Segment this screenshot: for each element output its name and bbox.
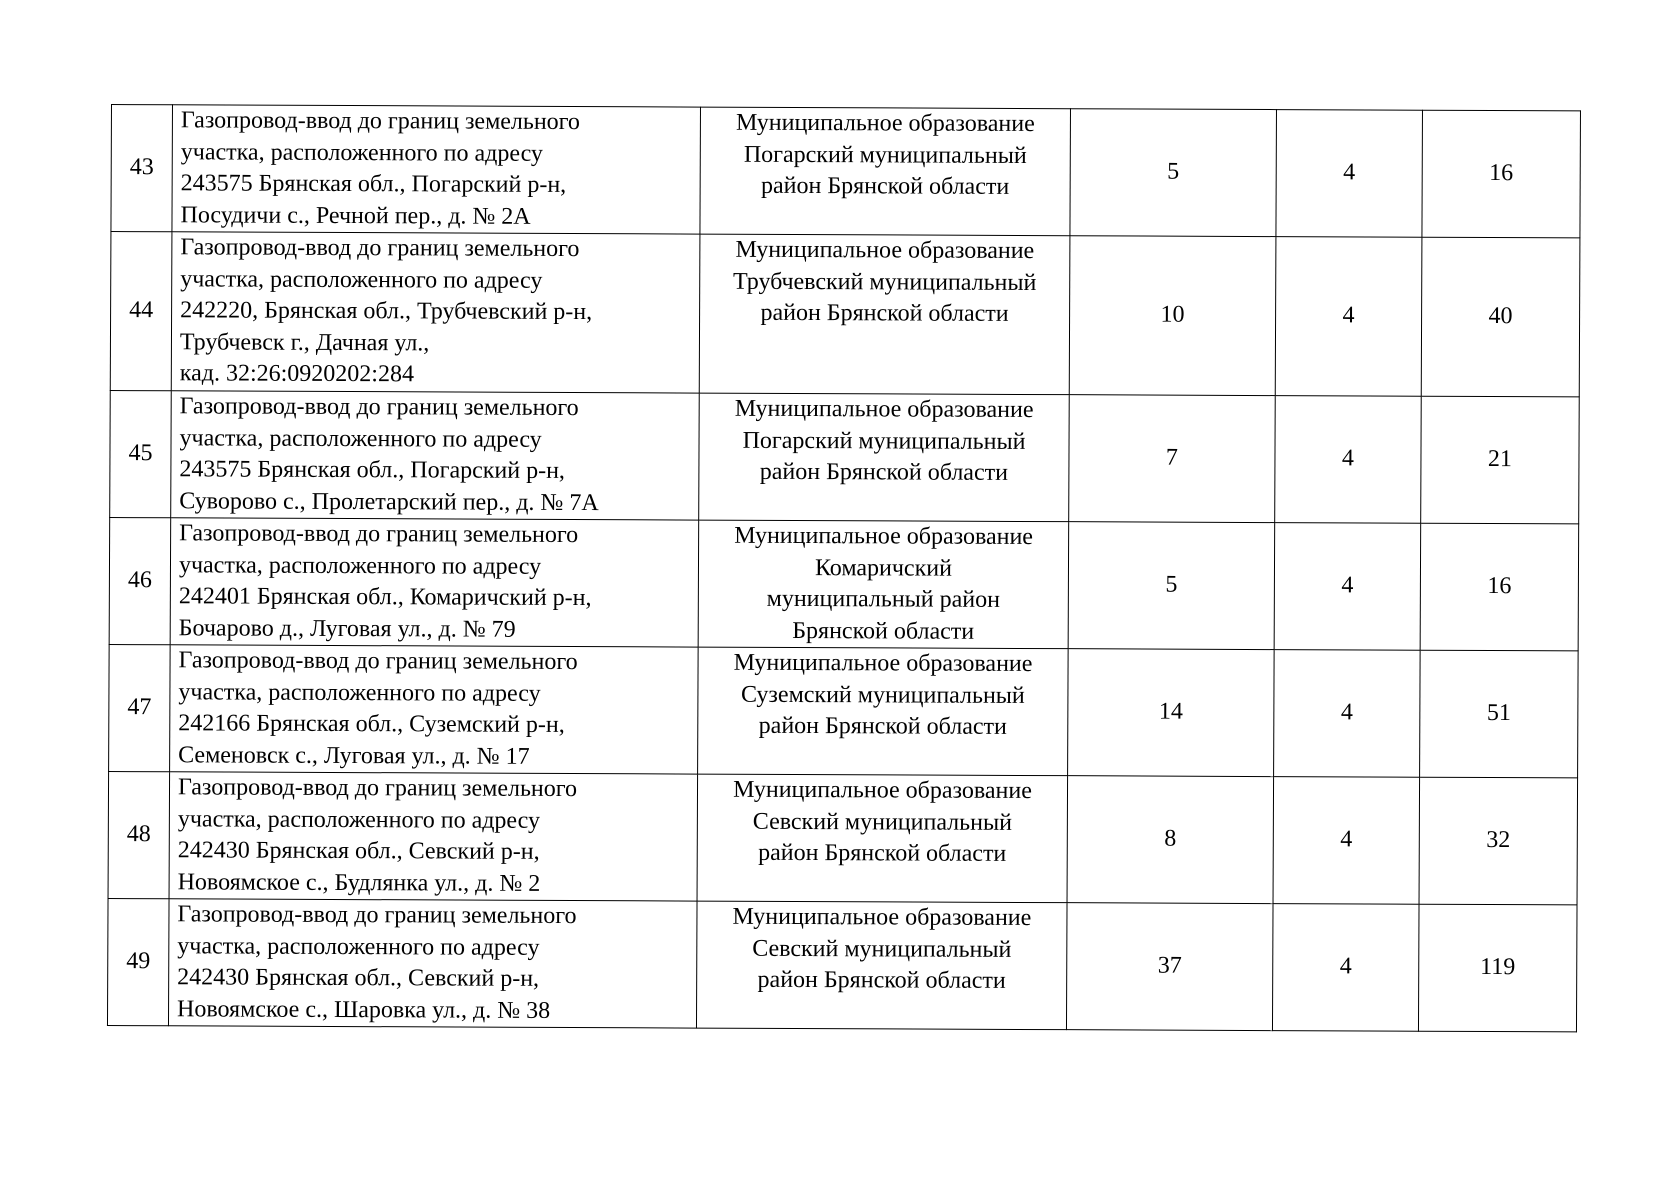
description-line: Газопровод-ввод до границ земельного [177, 774, 578, 803]
description-line: Семеновск с., Луговая ул., д. № 17 [178, 741, 530, 770]
description-line: 242430 Брянская обл., Севский р-н, [177, 964, 540, 992]
description-line: Газопровод-ввод до границ земельного [179, 393, 579, 422]
object-description [172, 105, 701, 234]
owner-line: Муниципальное образование [734, 522, 1034, 551]
description-line: Газопровод-ввод до границ земельного [177, 901, 577, 930]
value-col-2: 4 [1274, 650, 1421, 778]
value-col-2: 4 [1273, 777, 1420, 905]
value-col-3: 119 [1418, 904, 1577, 1032]
value-col-3: 32 [1419, 777, 1578, 905]
owner-line: Муниципальное образование [733, 649, 1033, 678]
owner-line: район Брянской области [759, 458, 1009, 486]
municipality-owner [696, 901, 1067, 1030]
value-col-2: 4 [1274, 523, 1421, 651]
value-col-3: 40 [1421, 237, 1580, 397]
description-line: Трубчевск г., Дачная ул., [179, 329, 430, 357]
owner-line: Погарский муниципальный [742, 427, 1026, 455]
owner-line: Севский муниципальный [752, 808, 1013, 836]
owner-line: Суземский муниципальный [740, 681, 1025, 709]
municipality-owner [699, 234, 1070, 395]
municipality-owner [697, 774, 1068, 903]
table-body [107, 105, 1580, 1032]
row-number: 45 [110, 390, 172, 517]
owner-line: Брянской области [792, 617, 975, 645]
table-row [109, 644, 1579, 777]
value-col-2: 4 [1272, 904, 1419, 1032]
object-description [170, 518, 699, 647]
owner-line: район Брянской области [760, 299, 1009, 327]
value-col-1: 14 [1068, 649, 1275, 777]
object-description [171, 232, 700, 393]
municipality-owner [698, 647, 1069, 776]
description-line: Суворово с., Пролетарский пер., д. № 7А [179, 487, 599, 516]
owner-line: Муниципальное образование [735, 236, 1035, 265]
table-row [110, 232, 1580, 397]
row-number: 48 [108, 771, 170, 898]
description-line: 243575 Брянская обл., Погарский р-н, [179, 456, 566, 484]
description-line: кад. 32:26:0920202:284 [179, 360, 415, 388]
description-line: участка, расположенного по адресу [177, 932, 540, 961]
object-description [169, 772, 698, 901]
gas-pipeline-table [107, 104, 1581, 1032]
object-description [168, 899, 697, 1028]
description-line: Новоямское с., Будлянка ул., д. № 2 [177, 868, 541, 897]
municipality-owner [698, 520, 1069, 649]
object-description [171, 391, 700, 520]
value-col-3: 21 [1421, 396, 1580, 524]
owner-line: район Брянской области [760, 172, 1010, 200]
value-col-2: 4 [1275, 237, 1422, 397]
description-line: Газопровод-ввод до границ земельного [178, 647, 578, 676]
description-line: Газопровод-ввод до границ земельного [180, 234, 580, 263]
value-col-2: 4 [1275, 396, 1422, 524]
description-line: 242220, Брянская обл., Трубчевский р-н, [180, 297, 593, 326]
description-line: 242401 Брянская обл., Комаричский р-н, [178, 583, 592, 612]
value-col-1: 5 [1070, 109, 1277, 237]
description-line: участка, расположенного по адресу [178, 678, 541, 707]
value-col-1: 5 [1068, 522, 1275, 650]
value-col-3: 51 [1420, 650, 1579, 778]
value-col-1: 7 [1069, 395, 1276, 523]
municipality-owner [699, 393, 1070, 522]
municipality-owner [700, 107, 1071, 236]
table-row [110, 390, 1580, 523]
description-line: Бочарово д., Луговая ул., д. № 79 [178, 614, 516, 643]
value-col-1: 10 [1069, 236, 1276, 396]
value-col-1: 37 [1066, 903, 1273, 1031]
row-number: 46 [109, 517, 171, 644]
row-number: 43 [111, 105, 173, 232]
description-line: 243575 Брянская обл., Погарский р-н, [180, 170, 567, 198]
row-number: 49 [107, 898, 169, 1025]
table-row [109, 517, 1579, 650]
owner-line: район Брянской области [758, 712, 1007, 740]
table-row [108, 771, 1578, 904]
value-col-3: 16 [1420, 523, 1579, 651]
description-line: участка, расположенного по адресу [180, 266, 543, 294]
description-line: 242166 Брянская обл., Суземский р-н, [178, 710, 565, 738]
description-line: Газопровод-ввод до границ земельного [179, 520, 579, 549]
owner-line: Севский муниципальный [752, 935, 1012, 963]
owner-line: Комаричский [814, 554, 953, 582]
description-line: Газопровод-ввод до границ земельного [180, 107, 581, 136]
value-col-3: 16 [1422, 110, 1581, 238]
value-col-2: 4 [1276, 110, 1423, 238]
owner-line: Погарский муниципальный [743, 141, 1027, 169]
row-number: 47 [109, 644, 171, 771]
row-number: 44 [110, 232, 172, 391]
owner-line: Муниципальное образование [733, 776, 1032, 805]
owner-line: район Брянской области [758, 839, 1007, 867]
description-line: участка, расположенного по адресу [179, 424, 542, 453]
owner-line: муниципальный район [766, 585, 1001, 613]
description-line: участка, расположенного по адресу [177, 805, 541, 834]
description-line: участка, расположенного по адресу [180, 138, 544, 167]
value-col-1: 8 [1067, 776, 1274, 904]
owner-line: Муниципальное образование [735, 109, 1035, 138]
owner-line: район Брянской области [757, 966, 1006, 994]
description-line: 242430 Брянская обл., Севский р-н, [177, 837, 540, 865]
description-line: Посудичи с., Речной пер., д. № 2А [180, 201, 531, 230]
description-line: участка, расположенного по адресу [178, 551, 542, 580]
owner-line: Трубчевский муниципальный [733, 268, 1037, 296]
table-row [111, 105, 1581, 238]
owner-line: Муниципальное образование [732, 903, 1032, 932]
object-description [170, 645, 699, 774]
description-line: Новоямское с., Шаровка ул., д. № 38 [176, 995, 551, 1024]
owner-line: Муниципальное образование [734, 395, 1034, 424]
table-row [107, 898, 1577, 1031]
